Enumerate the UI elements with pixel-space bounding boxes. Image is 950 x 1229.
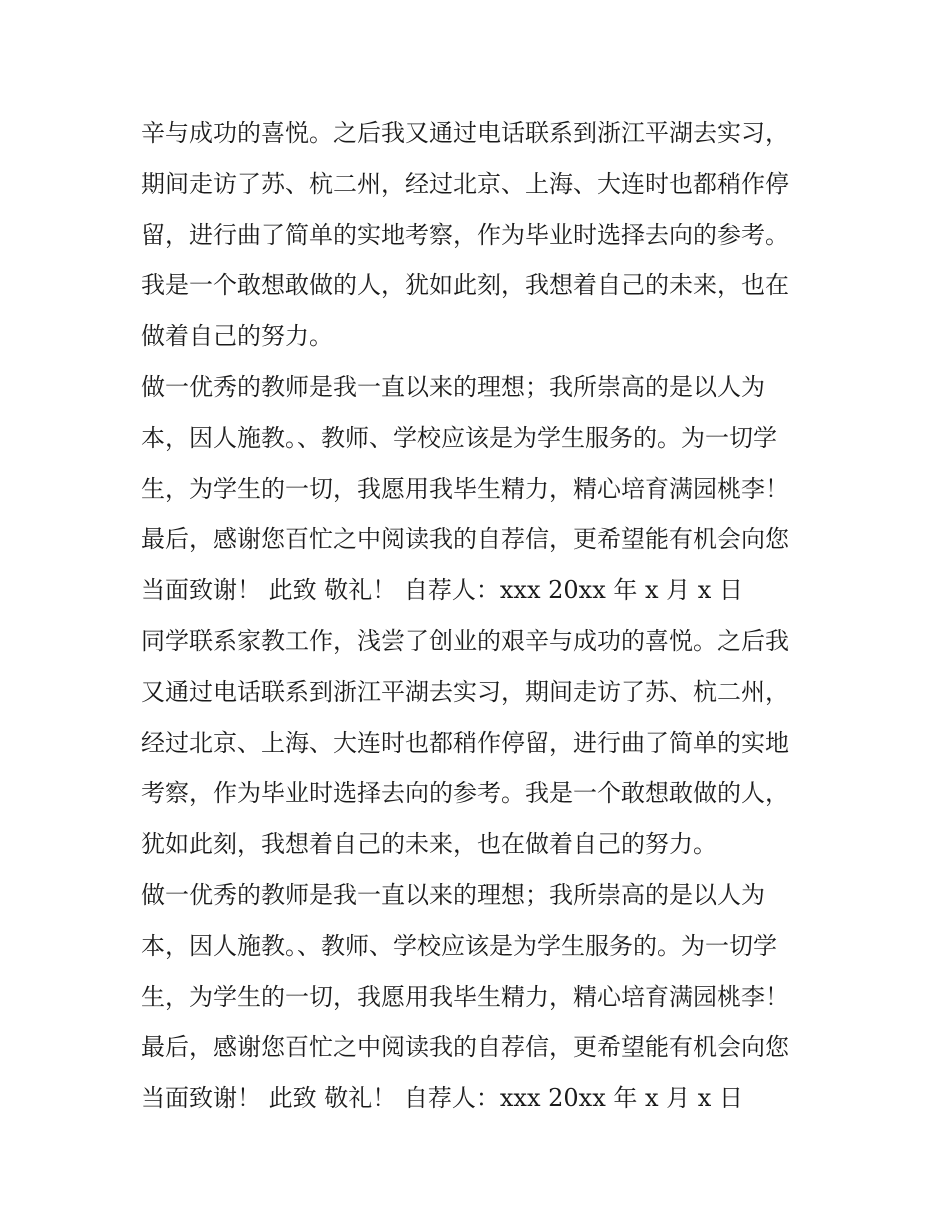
- text-line: 生，为学生的一切，我愿用我毕生精力，精心培育满园桃李！: [141, 474, 789, 503]
- letter-body: [141, 108, 841, 1124]
- text-line: 本，因人施教。、教师、学校应该是为学生服务的。为一切学: [141, 931, 777, 960]
- text-line: 做一优秀的教师是我一直以来的理想；我所崇高的是以人为: [141, 372, 765, 401]
- text-line: 我是一个敢想敢做的人，犹如此刻，我想着自己的未来，也在: [141, 271, 789, 300]
- text-line: 留，进行曲了简单的实地考察，作为毕业时选择去向的参考。: [141, 220, 789, 249]
- text-line: 期间走访了苏、杭二州，经过北京、上海、大连时也都稍作停: [141, 169, 789, 198]
- text-line: 最后，感谢您百忙之中阅读我的自荐信，更希望能有机会向您: [141, 1033, 789, 1062]
- text-line: 生，为学生的一切，我愿用我毕生精力，精心培育满园桃李！: [141, 982, 789, 1011]
- signature-line: 当面致谢！ 此致 敬礼！ 自荐人：xxx 20xx 年 x 月 x 日: [141, 1084, 743, 1113]
- text-line: 经过北京、上海、大连时也都稍作停留，进行曲了简单的实地: [141, 728, 789, 757]
- text-line: 做着自己的努力。: [141, 322, 333, 351]
- text-line: 同学联系家教工作，浅尝了创业的艰辛与成功的喜悦。之后我: [141, 626, 789, 655]
- text-line: 又通过电话联系到浙江平湖去实习，期间走访了苏、杭二州，: [141, 677, 789, 706]
- text-line: 犹如此刻，我想着自己的未来，也在做着自己的努力。: [141, 830, 717, 859]
- signature-line: 当面致谢！ 此致 敬礼！ 自荐人：xxx 20xx 年 x 月 x 日: [141, 576, 743, 605]
- text-line: 辛与成功的喜悦。之后我又通过电话联系到浙江平湖去实习，: [141, 119, 789, 147]
- text-line: 本，因人施教。、教师、学校应该是为学生服务的。为一切学: [141, 423, 777, 452]
- text-line: 最后，感谢您百忙之中阅读我的自荐信，更希望能有机会向您: [141, 525, 789, 554]
- text-line: 考察，作为毕业时选择去向的参考。我是一个敢想敢做的人，: [141, 779, 789, 808]
- text-line: 做一优秀的教师是我一直以来的理想；我所崇高的是以人为: [141, 880, 765, 909]
